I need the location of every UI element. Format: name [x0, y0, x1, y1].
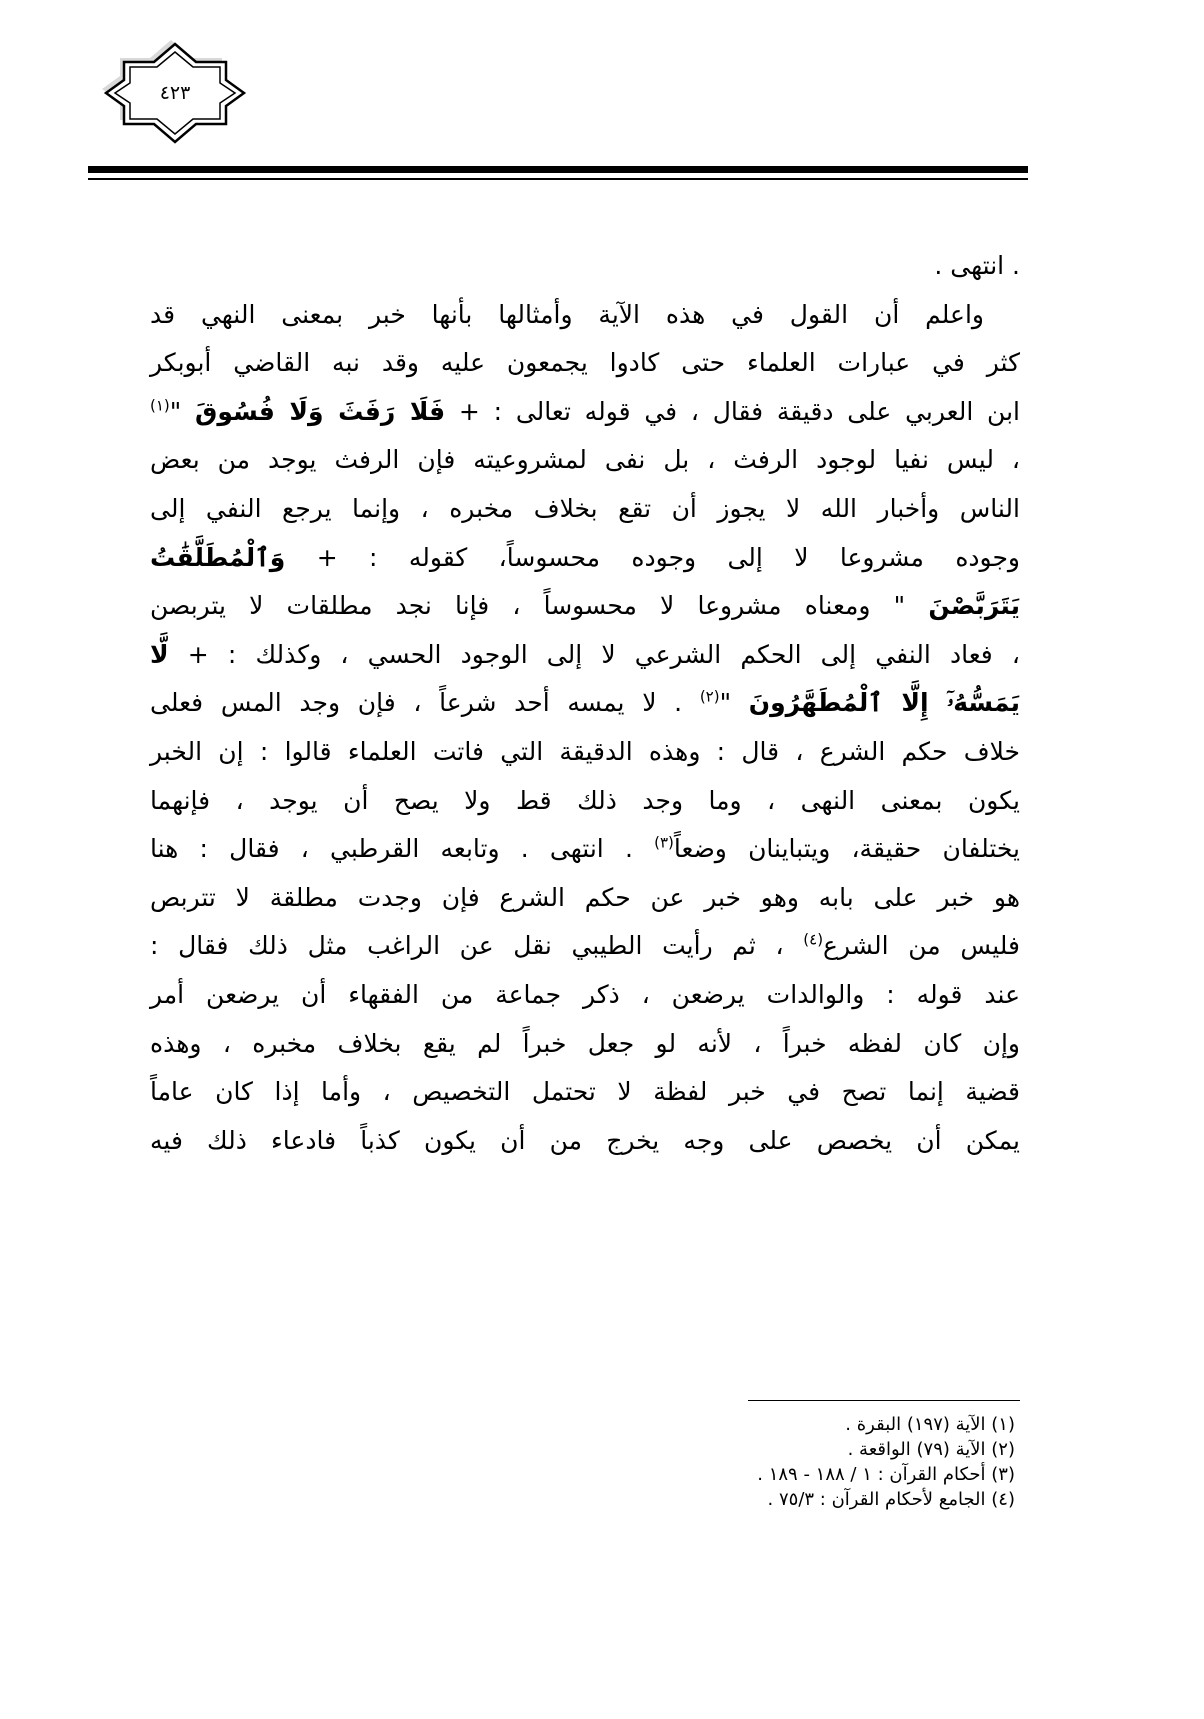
text-line: يَتَرَبَّصْنَ " ومعناه مشروعا لا محسوساً ، فإنا نجد مطلقات لا يتربصن — [150, 591, 1020, 621]
text-line: واعلم أن القول في هذه الآية وأمثالها بأنها خبر بمعنى النهي قد — [150, 299, 984, 329]
quran-verse: يَمَسُّهُۥٓ إِلَّا ٱلْمُطَهَّرُونَ — [748, 688, 1020, 718]
text-line: يكون بمعنى النهى ، وما وجد ذلك قط ولا يصح أن يوجد ، فإنهما — [150, 785, 1020, 815]
text-line: يَمَسُّهُۥٓ إِلَّا ٱلْمُطَهَّرُونَ "$^{(٢)}$ . لا يمسه أحد شرعاً ، فإن وجد المس فعلى — [150, 688, 1020, 718]
footnote: (١) الآية (١٩٧) البقرة . — [845, 1414, 1015, 1435]
text-line: الناس وأخبار الله لا يجوز أن تقع بخلاف مخبره ، وإنما يرجع النفي إلى — [150, 493, 1020, 523]
quran-verse: يَتَرَبَّصْنَ — [928, 591, 1020, 621]
page-number: ٤٢٣ — [159, 82, 191, 104]
footnote-ref: (١) — [150, 396, 170, 415]
footnote-ref: (٤) — [803, 930, 824, 949]
text-line: وجوده مشروعا لا إلى وجوده محسوساً، كقوله : + وَٱلْمُطَلَّقَٰتُ — [150, 542, 1020, 572]
text-line: ، فعاد النفي إلى الحكم الشرعي لا إلى الوجود الحسي ، وكذلك : + لَّا — [150, 639, 1020, 669]
footnote-ref: (٣) — [654, 833, 674, 852]
quran-verse: لَّا — [150, 639, 169, 669]
quran-verse: فَلَا رَفَثَ وَلَا فُسُوقَ — [195, 396, 446, 426]
text-line: ابن العربي على دقيقة فقال ، في قوله تعالى : + فَلَا رَفَثَ وَلَا فُسُوقَ "$^{(١)}$ — [150, 396, 1020, 426]
text-line: يختلفان حقيقة، ويتباينان وضعاً$^{(٣)}$ . انتهى . وتابعه القرطبي ، فقال : هنا — [150, 833, 1020, 864]
text-line: عند قوله : والوالدات يرضعن ، ذكر جماعة من الفقهاء أن يرضعن أمر — [150, 979, 1020, 1009]
footnote-ref: (٢) — [699, 688, 720, 707]
footnote-separator — [748, 1400, 1020, 1401]
header-rule-thick — [88, 166, 1028, 173]
text-line: يمكن أن يخصص على وجه يخرج من أن يكون كذباً فادعاء ذلك فيه — [150, 1125, 1020, 1155]
page-number-ornament — [100, 38, 250, 148]
footnotes — [500, 1412, 1015, 1512]
footnote: (٣) أحكام القرآن : ١ / ١٨٨ - ١٨٩ . — [757, 1464, 1015, 1485]
text-line: . انتهى . — [934, 251, 1020, 280]
footnote: (٢) الآية (٧٩) الواقعة . — [847, 1439, 1015, 1460]
body-text — [150, 242, 1020, 1165]
header-rule-thin — [88, 178, 1028, 180]
text-line: قضية إنما تصح في خبر لفظة لا تحتمل التخصيص ، وأما إذا كان عاماً — [150, 1077, 1020, 1107]
text-line: خلاف حكم الشرع ، قال : وهذه الدقيقة التي فاتت العلماء قالوا : إن الخبر — [150, 736, 1020, 766]
text-line: هو خبر على بابه وهو خبر عن حكم الشرع فإن وجدت مطلقة لا تتربص — [150, 882, 1020, 912]
footnote: (٤) الجامع لأحكام القرآن : ٧٥/٣ . — [767, 1489, 1015, 1510]
text-line: فليس من الشرع$^{(٤)}$ ، ثم رأيت الطيبي نقل عن الراغب مثل ذلك فقال : — [150, 930, 1020, 961]
text-line: ، ليس نفيا لوجود الرفث ، بل نفى لمشروعيته فإن الرفث يوجد من بعض — [150, 445, 1020, 475]
quran-verse: وَٱلْمُطَلَّقَٰتُ — [150, 542, 286, 572]
text-line: وإن كان لفظه خبراً ، لأنه لو جعل خبراً لم يقع بخلاف مخبره ، وهذه — [150, 1028, 1020, 1058]
text-line: كثر في عبارات العلماء حتى كادوا يجمعون عليه وقد نبه القاضي أبوبكر — [150, 348, 1020, 378]
